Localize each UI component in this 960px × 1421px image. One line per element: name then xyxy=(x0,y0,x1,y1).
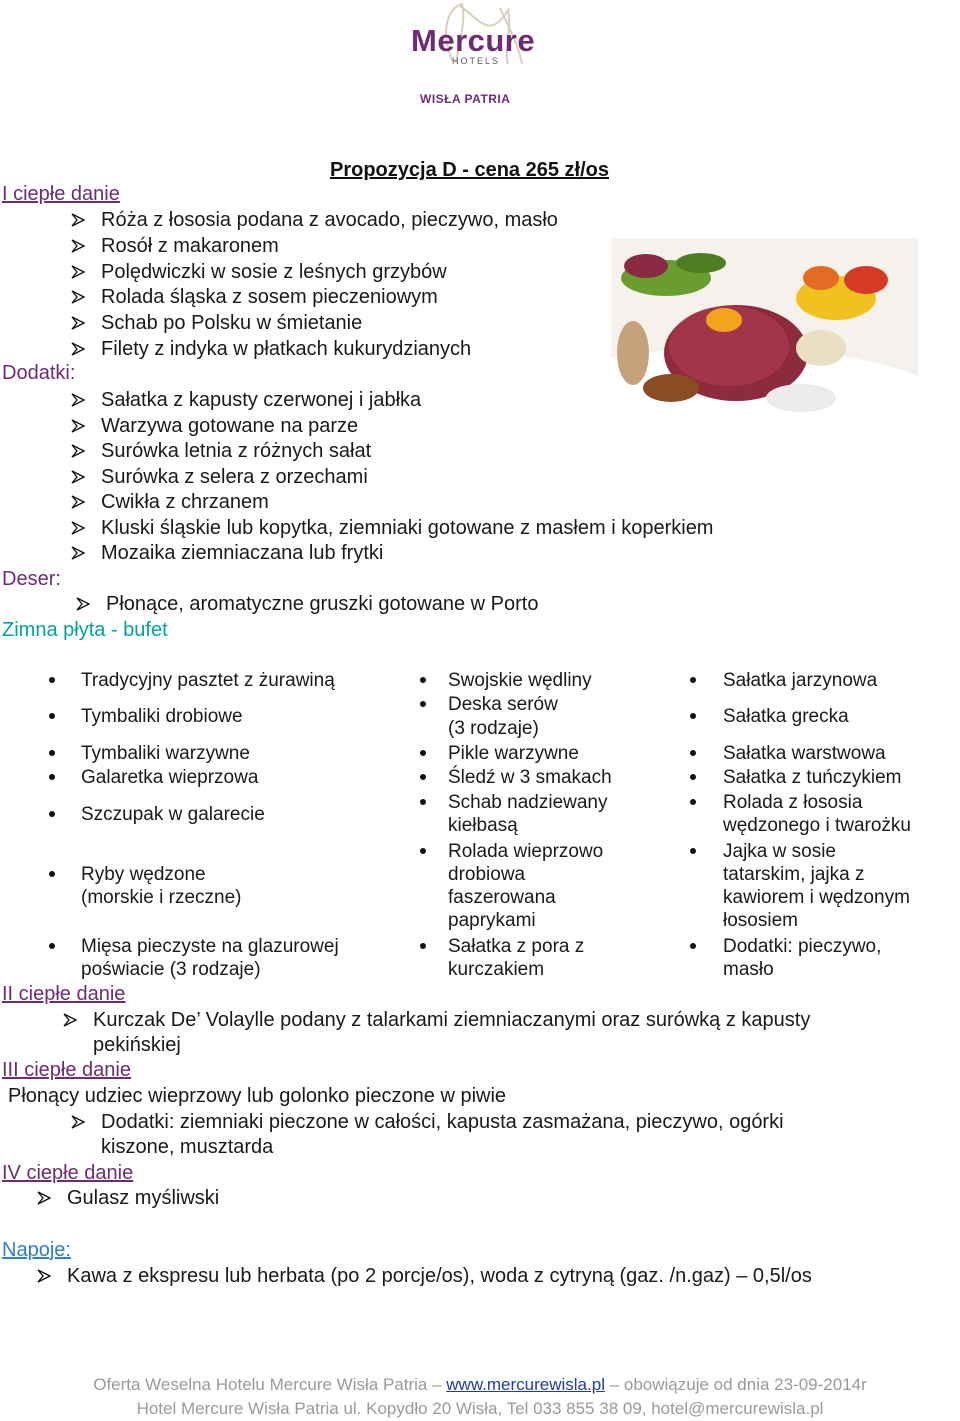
section-2-heading: II ciepłe danie xyxy=(2,983,126,1005)
bullet-dot xyxy=(49,943,55,949)
bullet-dot xyxy=(49,750,55,756)
footer-line-2: Hotel Mercure Wisła Patria ul. Kopydło 20 Wisła, Tel 033 855 38 09, hotel@mercurewisla.pl xyxy=(136,1399,824,1418)
arrow-bullet-icon xyxy=(37,1269,51,1283)
list-item: Deska serów xyxy=(448,694,558,715)
arrow-bullet-icon xyxy=(71,521,85,535)
list-item: Pikle warzywne xyxy=(448,743,579,764)
list-item: Mięsa pieczyste na glazurowej xyxy=(81,936,339,957)
list-item-continued: kiszone, musztarda xyxy=(101,1136,274,1158)
footer-text: Oferta Weselna Hotelu Mercure Wisła Patria – xyxy=(93,1375,447,1394)
bullet-dot xyxy=(420,799,426,805)
list-item-continued: łososiem xyxy=(723,910,798,931)
section-3-heading: III ciepłe danie xyxy=(2,1059,131,1081)
bullet-dot xyxy=(690,943,696,949)
list-item: Jajka w sosie xyxy=(723,841,836,862)
list-item: Sałatka z kapusty czerwonej i jabłka xyxy=(101,389,422,411)
list-item: Warzywa gotowane na parze xyxy=(101,415,359,437)
dodatki-heading: Dodatki: xyxy=(2,362,76,384)
list-item: Mozaika ziemniaczana lub frytki xyxy=(101,542,384,564)
list-item: Tymbaliki drobiowe xyxy=(81,706,243,727)
arrow-bullet-icon xyxy=(63,1013,77,1027)
website-link[interactable]: www.mercurewisla.pl xyxy=(446,1375,605,1394)
list-item-continued: poświacie (3 rodzaje) xyxy=(81,959,261,980)
list-item: Kurczak De’ Volaylle podany z talarkami ziemniaczanymi oraz surówką z kapusty xyxy=(93,1009,811,1031)
brand-subtitle: HOTELS xyxy=(452,56,501,66)
offer-title: Propozycja D - cena 265 zł/os xyxy=(330,159,609,181)
list-item: Rosół z makaronem xyxy=(101,235,279,257)
arrow-bullet-icon xyxy=(71,239,85,253)
list-item-continued: (3 rodzaje) xyxy=(448,718,539,739)
bullet-dot xyxy=(49,811,55,817)
arrow-bullet-icon xyxy=(76,597,90,611)
arrow-bullet-icon xyxy=(71,470,85,484)
list-item: Sałatka z tuńczykiem xyxy=(723,767,902,788)
bullet-dot xyxy=(420,677,426,683)
list-item-continued: kurczakiem xyxy=(448,959,545,980)
list-item-continued: drobiowa xyxy=(448,864,526,885)
arrow-bullet-icon xyxy=(71,495,85,509)
list-item: Rolada wieprzowo xyxy=(448,841,604,862)
list-item-continued: tatarskim, jajka z xyxy=(723,864,865,885)
list-item: Rolada z łososia xyxy=(723,792,863,813)
bullet-dot xyxy=(49,871,55,877)
hotel-location: WISŁA PATRIA xyxy=(420,92,511,106)
list-item-continued: faszerowana xyxy=(448,887,556,908)
list-item-continued: paprykami xyxy=(448,910,536,931)
food-photo xyxy=(611,238,918,416)
list-item: Filety z indyka w płatkach kukurydzianych xyxy=(101,338,472,360)
list-item-continued: kiełbasą xyxy=(448,815,518,836)
list-item-continued: (morskie i rzeczne) xyxy=(81,887,242,908)
napoje-heading: Napoje: xyxy=(2,1239,71,1261)
list-item-continued: masło xyxy=(723,959,774,980)
list-item: Kawa z ekspresu lub herbata (po 2 porcje/os), woda z cytryną (gaz. /n.gaz) – 0,5l/os xyxy=(67,1265,812,1287)
list-item: Sałatka warstwowa xyxy=(723,743,886,764)
arrow-bullet-icon xyxy=(37,1191,51,1205)
footer-text: – obowiązuje od dnia 23-09-2014r xyxy=(604,1375,867,1394)
bullet-dot xyxy=(49,677,55,683)
list-item-continued: wędzonego i twarożku xyxy=(723,815,911,836)
list-item: Śledź w 3 smakach xyxy=(448,767,612,788)
bullet-dot xyxy=(49,774,55,780)
arrow-bullet-icon xyxy=(71,546,85,560)
arrow-bullet-icon xyxy=(71,342,85,356)
arrow-bullet-icon xyxy=(71,265,85,279)
list-item: Sałatka jarzynowa xyxy=(723,670,878,691)
list-item-continued: pekińskiej xyxy=(93,1034,181,1056)
list-item: Polędwiczki w sosie z leśnych grzybów xyxy=(101,261,447,283)
list-item: Galaretka wieprzowa xyxy=(81,767,259,788)
deser-heading: Deser: xyxy=(2,568,61,590)
list-item: Schab po Polsku w śmietanie xyxy=(101,312,363,334)
list-item: Schab nadziewany xyxy=(448,792,608,813)
list-item: Surówka z selera z orzechami xyxy=(101,466,368,488)
list-item: Szczupak w galarecie xyxy=(81,804,265,825)
list-item: Sałatka z pora z xyxy=(448,936,585,957)
brand-name: Mercure xyxy=(411,23,536,58)
arrow-bullet-icon xyxy=(71,1115,85,1129)
bullet-dot xyxy=(690,713,696,719)
arrow-bullet-icon xyxy=(71,290,85,304)
list-item: Cwikła z chrzanem xyxy=(101,491,269,513)
list-item: Dodatki: pieczywo, xyxy=(723,936,882,957)
list-item: Sałatka grecka xyxy=(723,706,849,727)
arrow-bullet-icon xyxy=(71,419,85,433)
bullet-dot xyxy=(420,848,426,854)
bullet-dot xyxy=(690,799,696,805)
arrow-bullet-icon xyxy=(71,444,85,458)
list-item: Rolada śląska z sosem pieczeniowym xyxy=(101,286,438,308)
list-item: Kluski śląskie lub kopytka, ziemniaki gotowane z masłem i koperkiem xyxy=(101,517,714,539)
list-item: Tradycyjny pasztet z żurawiną xyxy=(81,670,335,691)
bullet-dot xyxy=(690,677,696,683)
bullet-dot xyxy=(420,701,426,707)
list-item: Płonące, aromatyczne gruszki gotowane w Porto xyxy=(106,593,539,615)
list-item: Tymbaliki warzywne xyxy=(81,743,250,764)
list-item-continued: kawiorem i wędzonym xyxy=(723,887,910,908)
arrow-bullet-icon xyxy=(71,316,85,330)
list-item: Róża z łososia podana z avocado, pieczywo, masło xyxy=(101,209,558,231)
arrow-bullet-icon xyxy=(71,213,85,227)
section-1-heading: I ciepłe danie xyxy=(2,183,120,205)
bullet-dot xyxy=(690,750,696,756)
bullet-dot xyxy=(690,848,696,854)
list-item: Gulasz myśliwski xyxy=(67,1187,220,1209)
list-item: Surówka letnia z różnych sałat xyxy=(101,440,372,462)
section-4-heading: IV ciepłe danie xyxy=(2,1162,134,1184)
bullet-dot xyxy=(420,943,426,949)
arrow-bullet-icon xyxy=(71,393,85,407)
list-item: Ryby wędzone xyxy=(81,864,206,885)
list-item: Dodatki: ziemniaki pieczone w całości, kapusta zasmażana, pieczywo, ogórki xyxy=(101,1111,784,1133)
bullet-dot xyxy=(420,774,426,780)
bullet-dot xyxy=(49,713,55,719)
bullet-dot xyxy=(420,750,426,756)
bullet-dot xyxy=(690,774,696,780)
list-item: Swojskie wędliny xyxy=(448,670,592,691)
section-3-intro: Płonący udziec wieprzowy lub golonko pieczone w piwie xyxy=(8,1085,507,1107)
bufet-heading: Zimna płyta - bufet xyxy=(2,619,168,641)
footer-line-1 xyxy=(0,1375,960,1395)
